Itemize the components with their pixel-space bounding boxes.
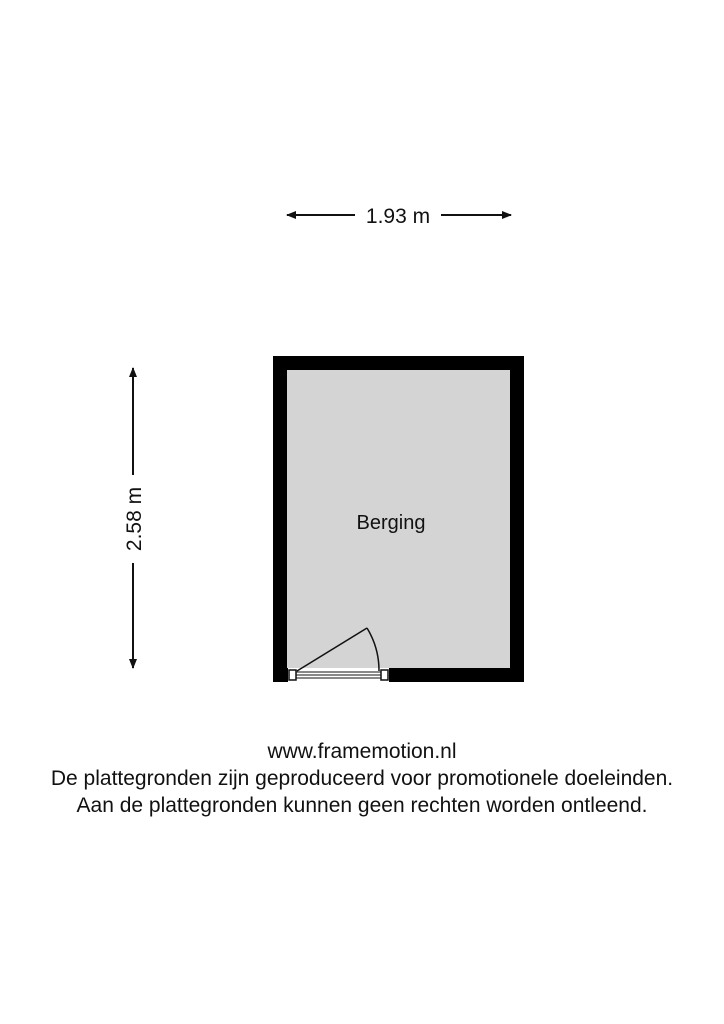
height-dimension-label: 2.58 m <box>123 486 146 552</box>
door-jamb-left <box>289 670 296 680</box>
height-dimension <box>123 368 146 668</box>
room-label: Berging <box>356 512 426 534</box>
website-link[interactable]: www.framemotion.nl <box>267 740 457 763</box>
disclaimer-line-2: Aan de plattegronden kunnen geen rechten worden ontleend. <box>76 794 648 817</box>
footer <box>0 738 724 819</box>
room-berging <box>273 356 524 682</box>
door-jamb-right <box>381 670 388 680</box>
width-dimension-label: 1.93 m <box>365 205 431 228</box>
width-dimension <box>287 205 511 228</box>
disclaimer-line-1: De plattegronden zijn geproduceerd voor promotionele doeleinden. <box>50 767 674 790</box>
